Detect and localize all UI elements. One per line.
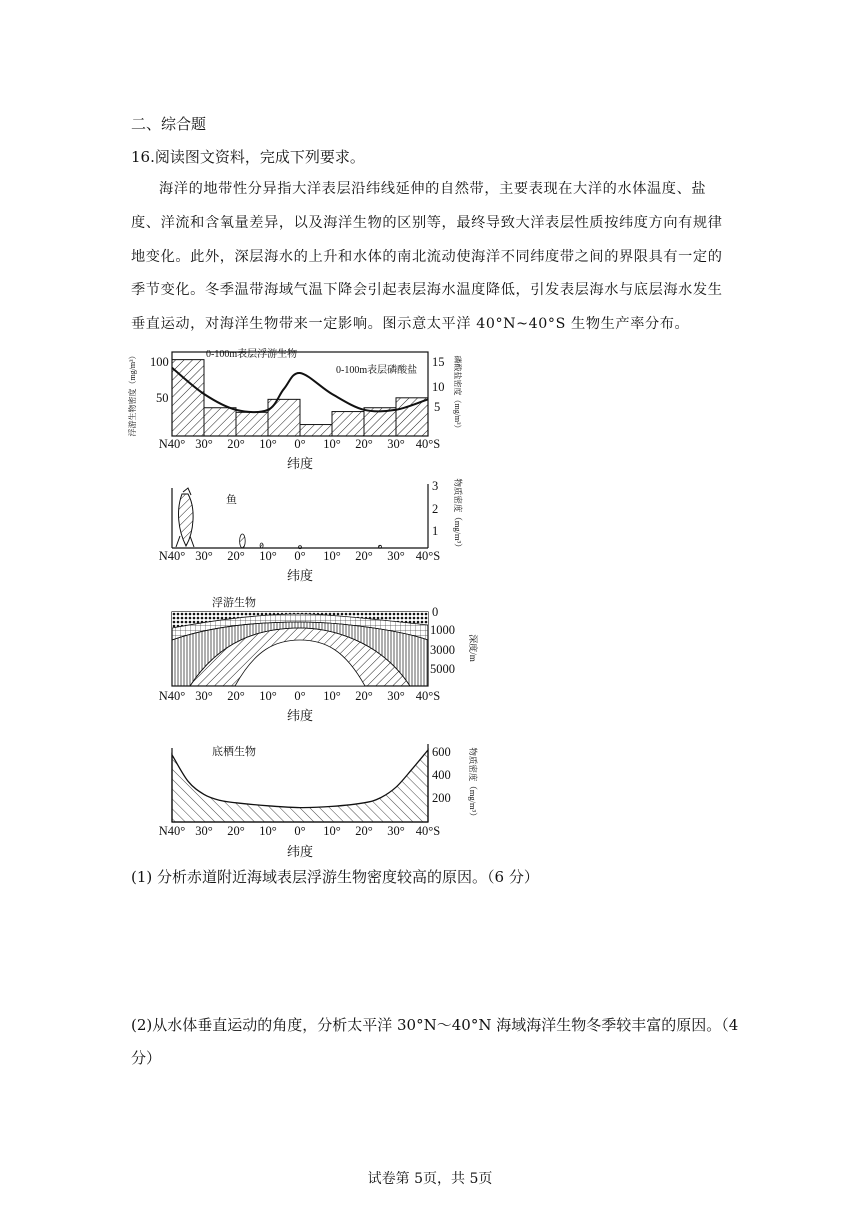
fish-density-mark — [260, 543, 263, 548]
chart-3-ylabel-right: 深度/m — [468, 634, 478, 662]
fish-density-mark — [240, 534, 246, 548]
tick-label: 0 — [432, 605, 439, 619]
paragraph-line: 度、洋流和含氧量差异，以及海洋生物的区别等，最终导致大洋表层性质按纬度方向有规律 — [131, 215, 723, 231]
x-tick-label: 30° — [387, 689, 405, 703]
fish-icon — [176, 488, 194, 547]
x-tick-label: 10° — [323, 437, 341, 451]
plankton-bar — [332, 412, 364, 436]
x-tick-label: 30° — [387, 824, 405, 838]
tick-label: 3000 — [430, 643, 455, 657]
x-tick-label: 10° — [323, 824, 341, 838]
x-tick-label: N40° — [158, 549, 186, 563]
page-footer: 试卷第 5页，共 5页 — [367, 1171, 493, 1187]
chart-4-title: 底栖生物 — [212, 746, 256, 758]
question-paragraph — [131, 173, 731, 207]
x-tick-label: 30° — [195, 824, 213, 838]
chart-2-title: 鱼 — [226, 494, 237, 506]
x-tick-label: 20° — [355, 689, 373, 703]
tick-label: 200 — [432, 791, 451, 805]
question-title: 16.阅读图文资料，完成下列要求。 — [131, 148, 365, 166]
x-tick-labels — [159, 689, 441, 703]
x-tick-labels — [159, 437, 441, 451]
chart-1-xlabel: 纬度 — [286, 456, 314, 471]
section-title: 二、综合题 — [131, 115, 207, 133]
tick-label: 10 — [432, 380, 445, 394]
paragraph-line: 海洋的地带性分异指大洋表层沿纬线延伸的自然带，主要表现在大洋的水体温度、盐 — [159, 181, 707, 197]
chart-4-ylabel-right: 物质密度（mg/m³） — [468, 747, 478, 821]
x-tick-label: 10° — [323, 689, 341, 703]
x-tick-label: 20° — [227, 689, 245, 703]
x-tick-label: 10° — [259, 437, 277, 451]
paragraph-line: 地变化。此外，深层海水的上升和水体的南北流动使海洋不同纬度带之间的界限具有一定的 — [131, 248, 723, 265]
tick-label: 600 — [432, 745, 451, 759]
chart-4 — [159, 744, 478, 859]
chart-1 — [127, 347, 463, 471]
plankton-bar — [204, 408, 236, 436]
chart-4-xlabel: 纬度 — [286, 844, 314, 859]
tick-label: 5 — [434, 400, 441, 414]
x-tick-label: 40°S — [415, 549, 441, 563]
chart-1-ylabel-right: 磷酸盐密度（mg/m³） — [453, 355, 462, 433]
x-tick-labels — [159, 824, 441, 838]
x-tick-label: N40° — [158, 824, 186, 838]
tick-label: 400 — [432, 768, 451, 782]
question-paragraph-cont — [131, 207, 731, 341]
chart-1-line-label: 0-100m表层磷酸盐 — [336, 365, 418, 376]
chart-1-ylabel-left: 浮游生物密度（mg/m³） — [128, 351, 137, 437]
chart-3 — [159, 595, 479, 723]
tick-label: 3 — [432, 479, 439, 493]
x-tick-label: 40°S — [415, 689, 441, 703]
tick-label: 1000 — [430, 623, 455, 637]
tick-label: 2 — [432, 502, 439, 516]
chart-2-ylabel-right: 物质密度（mg/m³） — [453, 478, 463, 552]
chart-3-right-ticks — [430, 605, 455, 676]
x-tick-label: 10° — [323, 549, 341, 563]
x-tick-label: 20° — [355, 549, 373, 563]
x-tick-label: 10° — [259, 689, 277, 703]
chart-4-right-ticks — [432, 745, 451, 805]
x-tick-label: 40°S — [415, 824, 441, 838]
plankton-bar — [236, 412, 268, 436]
tick-label: 15 — [432, 355, 445, 369]
chart-4-benthos-area — [172, 750, 428, 822]
paragraph-line: 季节变化。冬季温带海域气温下降会引起表层海水温度降低，引发表层海水与底层海水发生 — [131, 282, 723, 299]
x-tick-labels — [159, 549, 441, 563]
tick-label: 5000 — [430, 662, 455, 676]
x-tick-label: 40°S — [415, 437, 441, 451]
tick-label: 100 — [150, 355, 169, 369]
plankton-bar — [300, 425, 332, 436]
tick-label: 50 — [156, 391, 169, 405]
x-tick-label: 10° — [259, 549, 277, 563]
chart-2-marks — [240, 534, 382, 549]
x-tick-label: 20° — [355, 824, 373, 838]
chart-3-xlabel: 纬度 — [286, 708, 314, 723]
x-tick-label: 20° — [227, 549, 245, 563]
question-2-line-2: 分） — [131, 1049, 162, 1067]
chart-1-left-ticks — [150, 355, 169, 405]
x-tick-label: 20° — [227, 437, 245, 451]
x-tick-label: N40° — [158, 437, 186, 451]
x-tick-label: N40° — [158, 689, 186, 703]
chart-2-xlabel: 纬度 — [286, 568, 314, 583]
x-tick-label: 20° — [355, 437, 373, 451]
plankton-bar — [396, 398, 428, 436]
tick-label: 1 — [432, 524, 439, 538]
chart-3-title: 浮游生物 — [212, 597, 256, 609]
chart-1-right-ticks — [432, 355, 445, 414]
x-tick-label: 30° — [195, 437, 213, 451]
fish-density-mark — [379, 545, 382, 548]
x-tick-label: 20° — [227, 824, 245, 838]
x-tick-label: 10° — [259, 824, 277, 838]
figure-productivity — [0, 340, 860, 860]
x-tick-label: 0° — [294, 689, 306, 703]
paragraph-line: 垂直运动，对海洋生物带来一定影响。图示意太平洋 40°N~40°S 生物生产率分布。 — [131, 315, 690, 332]
x-tick-label: 30° — [387, 437, 405, 451]
x-tick-label: 0° — [294, 824, 306, 838]
question-2-line-1: (2)从水体垂直运动的角度，分析太平洋 30°N～40°N 海域海洋生物冬季较丰富的原因。（4 — [131, 1016, 739, 1034]
question-1: (1) 分析赤道附近海域表层浮游生物密度较高的原因。（6 分） — [131, 868, 539, 886]
x-tick-label: 30° — [195, 689, 213, 703]
x-tick-label: 0° — [294, 549, 306, 563]
x-tick-label: 0° — [294, 437, 306, 451]
x-tick-label: 30° — [387, 549, 405, 563]
chart-2 — [159, 478, 463, 583]
chart-1-series-label: 0-100m表层浮游生物 — [206, 349, 298, 360]
x-tick-label: 30° — [195, 549, 213, 563]
chart-2-right-ticks — [432, 479, 438, 538]
